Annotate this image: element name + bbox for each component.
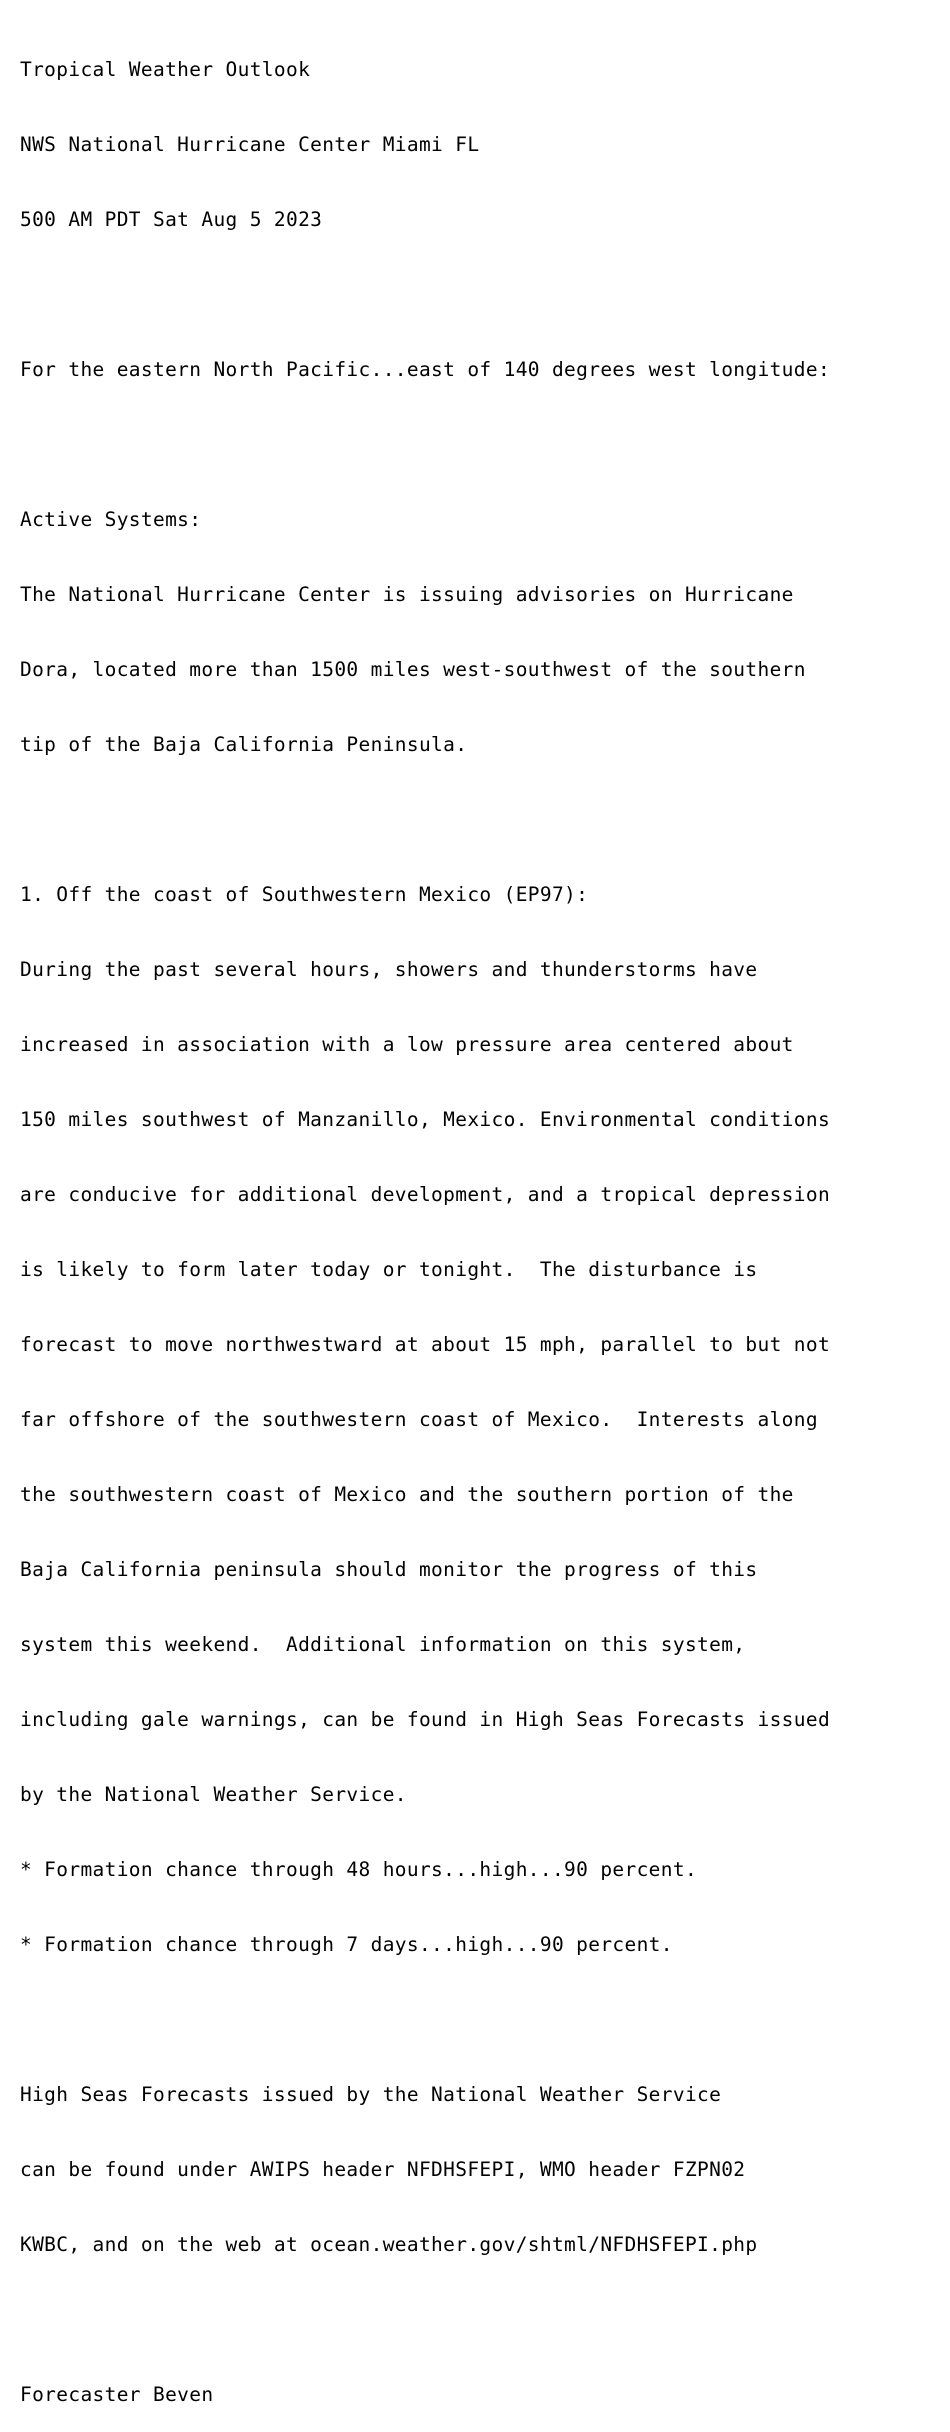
high-seas-text: KWBC, and on the web at ocean.weather.gov/shtml/NFDHSFEPI.php xyxy=(20,2233,758,2256)
blank-line xyxy=(20,432,950,457)
blank-line xyxy=(20,282,950,307)
system-1-text: the southwestern coast of Mexico and the southern portion of the xyxy=(20,1483,794,1506)
high-seas-text: can be found under AWIPS header NFDHSFEPI, WMO header FZPN02 xyxy=(20,2158,746,2181)
active-systems-text: Dora, located more than 1500 miles west-southwest of the southern xyxy=(20,658,806,681)
system-1-text: 150 miles southwest of Manzanillo, Mexico. Environmental conditions xyxy=(20,1108,831,1131)
active-systems-text: tip of the Baja California Peninsula. xyxy=(20,733,468,756)
region-line: For the eastern North Pacific...east of 140 degrees west longitude: xyxy=(20,358,831,381)
blank-line xyxy=(20,2007,950,2032)
active-systems-heading: Active Systems: xyxy=(20,508,202,531)
system-1-text: is likely to form later today or tonight. The disturbance is xyxy=(20,1258,758,1281)
system-1-heading: 1. Off the coast of Southwestern Mexico (EP97): xyxy=(20,883,589,906)
system-1-text: increased in association with a low pressure area centered about xyxy=(20,1033,794,1056)
system-1-text: by the National Weather Service. xyxy=(20,1783,407,1806)
formation-chance-7d: * Formation chance through 7 days...high...90 percent. xyxy=(20,1933,673,1956)
forecaster-signature: Forecaster Beven xyxy=(20,2383,214,2406)
active-systems-text: The National Hurricane Center is issuing advisories on Hurricane xyxy=(20,583,794,606)
blank-line xyxy=(20,807,950,832)
issue-time: 500 AM PDT Sat Aug 5 2023 xyxy=(20,208,323,231)
system-1-text: During the past several hours, showers and thunderstorms have xyxy=(20,958,758,981)
issuing-office: NWS National Hurricane Center Miami FL xyxy=(20,133,480,156)
doc-title: Tropical Weather Outlook xyxy=(20,58,311,81)
formation-chance-48h: * Formation chance through 48 hours...high...90 percent. xyxy=(20,1858,698,1881)
high-seas-text: High Seas Forecasts issued by the National Weather Service xyxy=(20,2083,722,2106)
system-1-text: Baja California peninsula should monitor the progress of this xyxy=(20,1558,758,1581)
system-1-text: forecast to move northwestward at about 15 mph, parallel to but not xyxy=(20,1333,831,1356)
system-1-text: are conducive for additional development, and a tropical depression xyxy=(20,1183,831,1206)
system-1-text: far offshore of the southwestern coast of Mexico. Interests along xyxy=(20,1408,818,1431)
system-1-text: system this weekend. Additional information on this system, xyxy=(20,1633,746,1656)
blank-line xyxy=(20,2307,950,2332)
system-1-text: including gale warnings, can be found in High Seas Forecasts issued xyxy=(20,1708,831,1731)
